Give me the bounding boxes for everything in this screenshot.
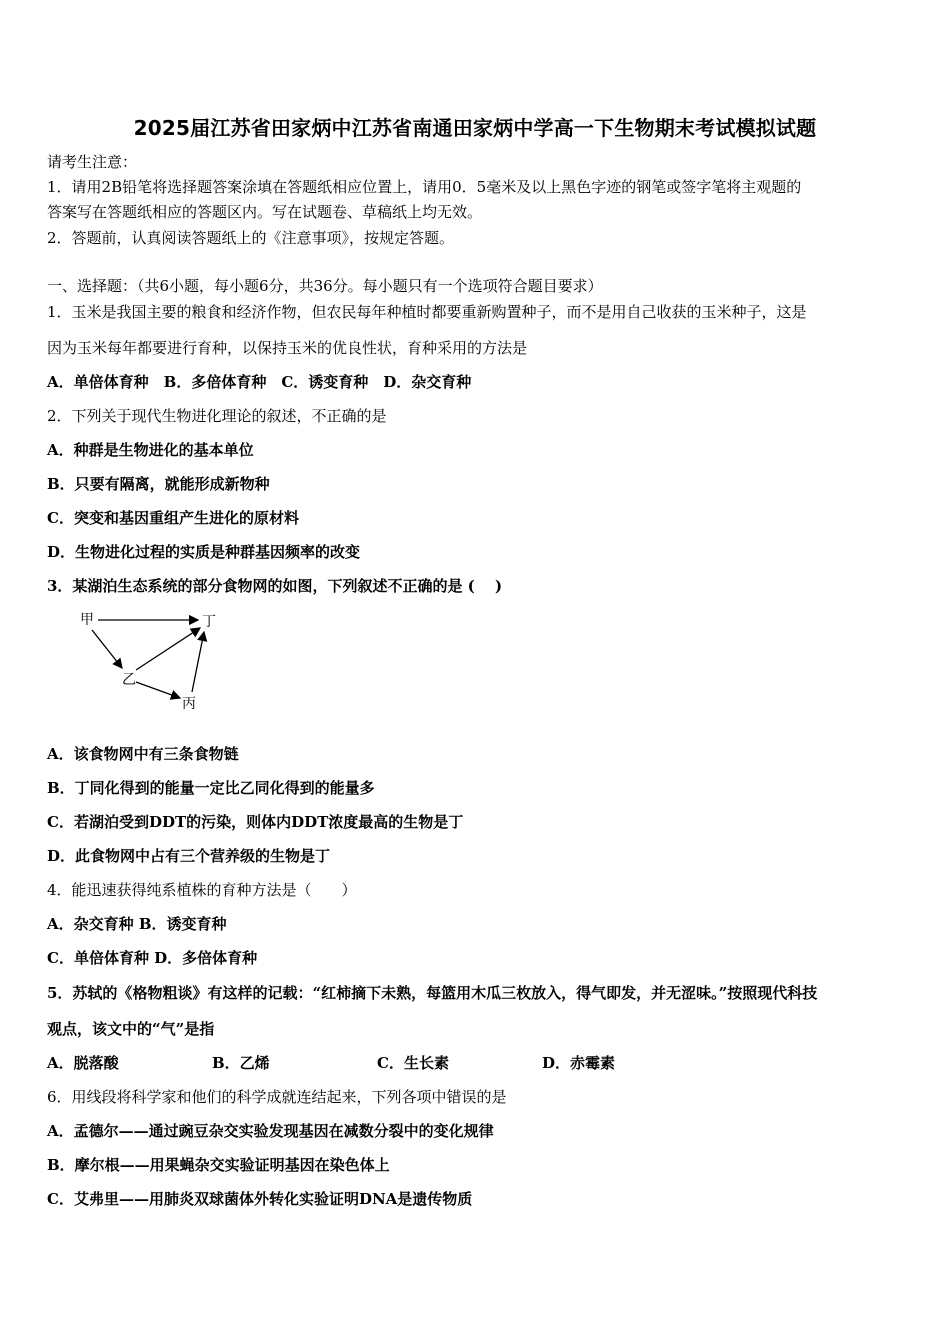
question-2-option-b: B．只要有隔离，就能形成新物种 [47, 475, 270, 493]
question-5-option-b: B．乙烯 [212, 1054, 270, 1072]
question-6-stem: 6．用线段将科学家和他们的科学成就连结起来，下列各项中错误的是 [47, 1088, 507, 1106]
notice-heading: 请考生注意： [47, 153, 138, 171]
notice-item-1-line-1: 1．请用2B铅笔将选择题答案涂填在答题纸相应位置上，请用0．5毫米及以上黑色字迹的钢笔或签字笔将主观题的 [47, 178, 802, 196]
question-2-option-a: A．种群是生物进化的基本单位 [47, 441, 254, 459]
question-5-option-c: C．生长素 [377, 1054, 449, 1072]
question-6-option-a: A．孟德尔——通过豌豆杂交实验发现基因在减数分裂中的变化规律 [47, 1122, 494, 1140]
arrow-yi-to-ding [136, 628, 200, 670]
question-2-stem: 2．下列关于现代生物进化理论的叙述，不正确的是 [47, 407, 387, 425]
question-6-option-c: C．艾弗里——用肺炎双球菌体外转化实验证明DNA是遗传物质 [47, 1190, 473, 1208]
question-6-option-b: B．摩尔根——用果蝇杂交实验证明基因在染色体上 [47, 1156, 390, 1174]
figure-label-jia: 甲 [80, 612, 94, 628]
question-3-option-b: B．丁同化得到的能量一定比乙同化得到的能量多 [47, 779, 375, 797]
question-5-option-d: D．赤霉素 [542, 1054, 616, 1072]
question-3-option-c: C．若湖泊受到DDT的污染，则体内DDT浓度最高的生物是丁 [47, 813, 464, 831]
question-2-option-d: D．生物进化过程的实质是种群基因频率的改变 [47, 543, 361, 561]
figure-label-ding: 丁 [202, 614, 216, 630]
figure-label-yi: 乙 [122, 672, 136, 688]
question-3-stem: 3．某湖泊生态系统的部分食物网的如图，下列叙述不正确的是 ( ) [47, 577, 503, 595]
question-2-option-c: C．突变和基因重组产生进化的原材料 [47, 509, 299, 527]
question-5-stem-line-2: 观点，该文中的“气”是指 [47, 1020, 215, 1038]
arrow-bing-to-ding [192, 632, 204, 692]
figure-label-bing: 丙 [182, 696, 196, 712]
food-web-figure [78, 608, 218, 718]
question-3-option-a: A．该食物网中有三条食物链 [47, 745, 239, 763]
notice-item-2: 2．答题前，认真阅读答题纸上的《注意事项》，按规定答题。 [47, 229, 455, 247]
question-3-option-d: D．此食物网中占有三个营养级的生物是丁 [47, 847, 331, 865]
arrow-jia-to-yi [92, 630, 122, 668]
question-4-stem: 4．能迅速获得纯系植株的育种方法是（ ） [47, 881, 357, 899]
arrow-yi-to-bing [136, 682, 180, 698]
section-heading: 一、选择题：（共6小题，每小题6分，共36分。每小题只有一个选项符合题目要求） [47, 277, 603, 295]
notice-item-1-line-2: 答案写在答题纸相应的答题区内。写在试题卷、草稿纸上均无效。 [47, 203, 483, 221]
question-1-stem-line-1: 1．玉米是我国主要的粮食和经济作物，但农民每年种植时都要重新购置种子，而不是用自己收获的玉米种子，这是 [47, 303, 807, 321]
question-4-options-line-2: C．单倍体育种 D．多倍体育种 [47, 949, 258, 967]
exam-title: 2025届江苏省田家炳中江苏省南通田家炳中学高一下生物期末考试模拟试题 [133, 116, 817, 140]
question-1-stem-line-2: 因为玉米每年都要进行育种，以保持玉米的优良性状，育种采用的方法是 [47, 339, 528, 357]
question-5-stem-line-1: 5．苏轼的《格物粗谈》有这样的记载：“红柿摘下未熟，每篮用木瓜三枚放入，得气即发，并无涩味。”按照现代科技 [47, 984, 818, 1002]
question-5-option-a: A．脱落酸 [47, 1054, 119, 1072]
question-1-options: A．单倍体育种 B．多倍体育种 C．诱变育种 D．杂交育种 [47, 373, 472, 391]
question-4-options-line-1: A．杂交育种 B．诱变育种 [47, 915, 227, 933]
